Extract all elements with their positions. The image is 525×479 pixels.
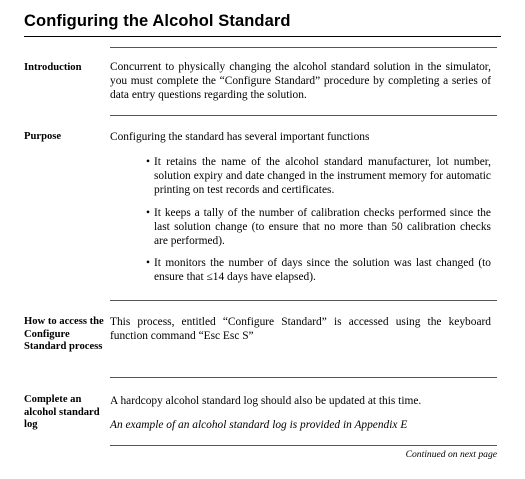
- page-title: Configuring the Alcohol Standard: [24, 12, 291, 30]
- continued-note: Continued on next page: [405, 449, 497, 460]
- bullet-dot-icon: •: [146, 206, 150, 219]
- bullet-item: • It retains the name of the alcohol standard manufacturer, lot number, solution expiry and date changed in the instrument memory for automatic printing on test records and certificates.: [146, 156, 491, 197]
- label-how-to-access: How to access the Configure Standard process: [24, 316, 104, 352]
- text-introduction: Concurrent to physically changing the alcohol standard solution in the simulator, you must complete the “Configure Standard” procedure by completing a series of data entry questions regarding the solution.: [110, 61, 491, 102]
- section-rule-how-to-access: [110, 300, 497, 301]
- section-rule-complete-log: [110, 377, 497, 378]
- text-complete-log: A hardcopy alcohol standard log should also be updated at this time.: [110, 395, 422, 407]
- label-complete-log: Complete an alcohol standard log: [24, 394, 100, 430]
- purpose-bullet-list: [146, 155, 491, 285]
- bullet-item: • It monitors the number of days since the solution was last changed (to ensure that ≤14 days have elapsed).: [146, 257, 491, 284]
- bullet-dot-icon: •: [146, 257, 150, 270]
- bullet-item: • It keeps a tally of the number of calibration checks performed since the last solution change (to ensure that no more than 50 calibration checks are performed).: [146, 206, 491, 248]
- note-appendix: An example of an alcohol standard log is provided in Appendix E: [110, 419, 408, 431]
- section-rule-footer: [110, 445, 497, 446]
- title-rule: [24, 36, 501, 37]
- section-rule-introduction: [110, 47, 497, 48]
- label-purpose: Purpose: [24, 131, 62, 142]
- text-how-to-access: This process, entitled “Configure Standard” is accessed using the keyboard function command “Esc Esc S”: [110, 316, 491, 343]
- section-rule-purpose: [110, 115, 497, 116]
- text-purpose: Configuring the standard has several important functions: [110, 131, 370, 143]
- label-introduction: Introduction: [24, 62, 82, 73]
- bullet-dot-icon: •: [146, 156, 150, 168]
